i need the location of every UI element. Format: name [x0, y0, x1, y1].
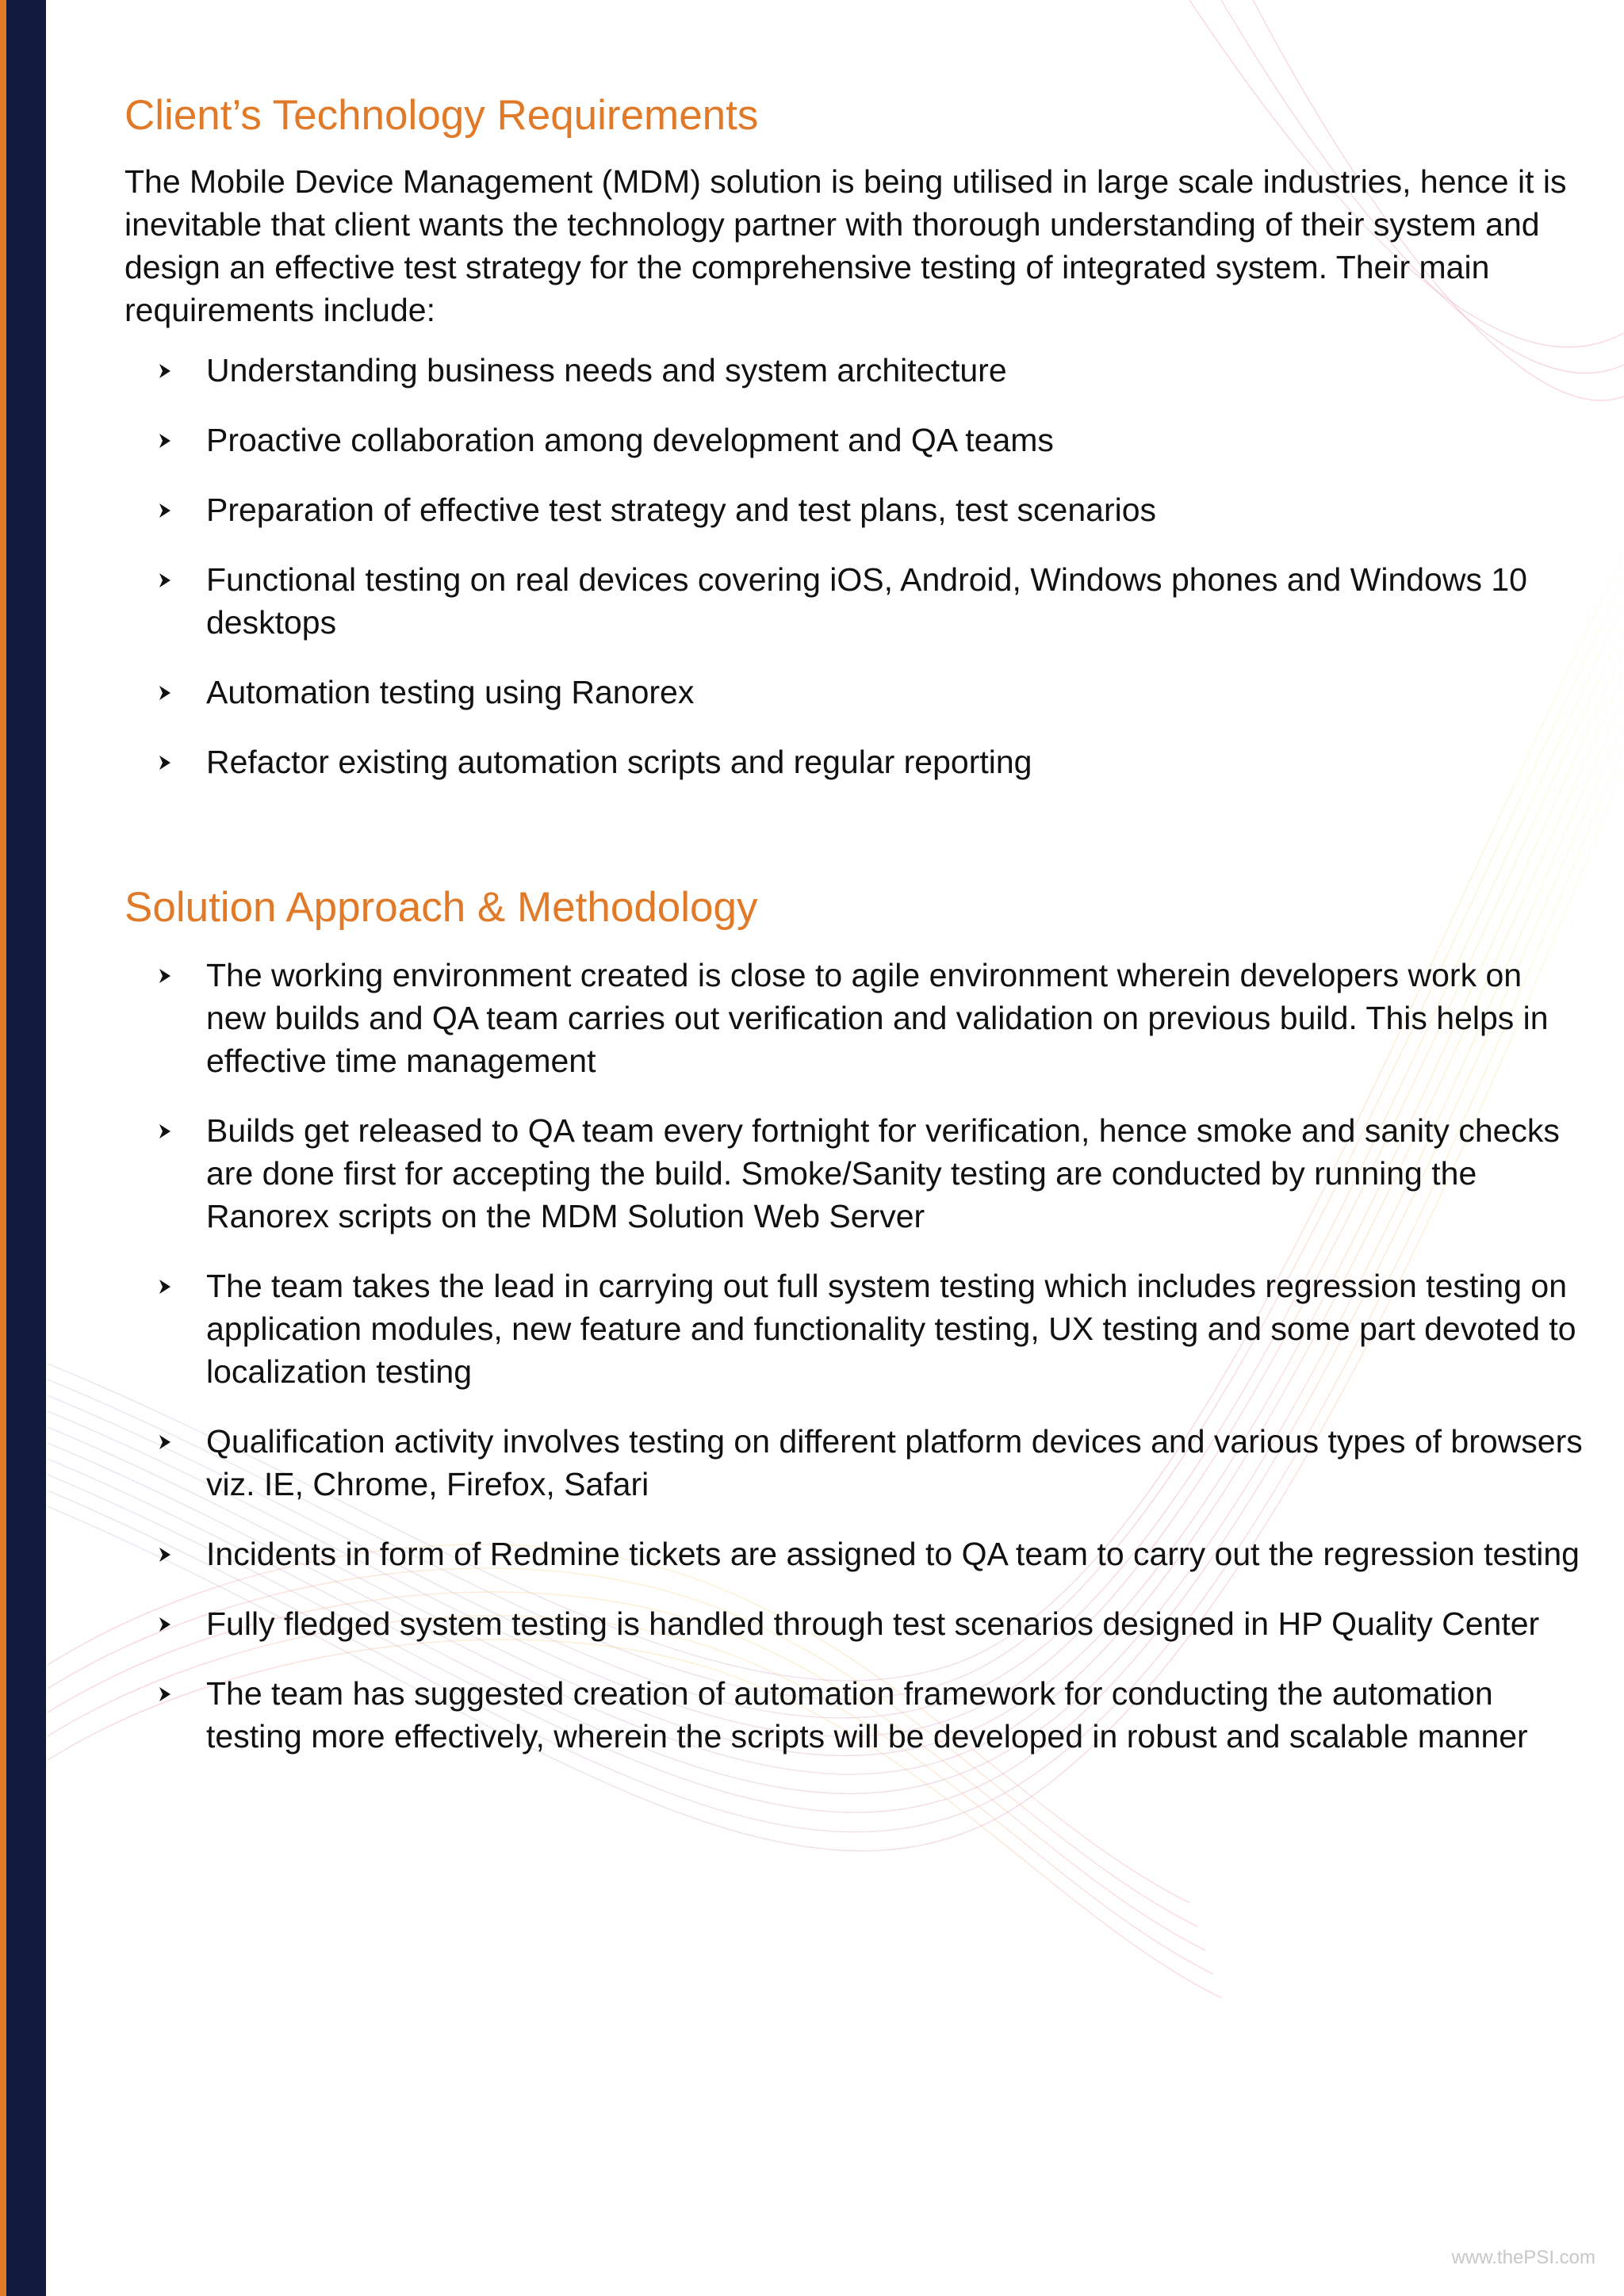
- section-title-client-requirements: Client’s Technology Requirements: [124, 92, 759, 139]
- list-item: [124, 1602, 1584, 1645]
- list-item-text: Fully fledged system testing is handled through test scenarios designed in HP Quality Center: [206, 1605, 1540, 1642]
- list-item-text: Understanding business needs and system architecture: [206, 352, 1007, 388]
- list-item-text: Refactor existing automation scripts and regular reporting: [206, 744, 1032, 780]
- footer-url[interactable]: www.thePSI.com: [1451, 2247, 1595, 2268]
- list-item: [124, 349, 1584, 392]
- left-accent-stripe: [0, 0, 6, 2296]
- list-item: [124, 488, 1584, 531]
- list-item: [124, 1109, 1584, 1238]
- requirements-list: [124, 349, 1584, 783]
- list-item: [124, 954, 1584, 1082]
- chevron-right-icon: [156, 1616, 174, 1633]
- list-item: [124, 558, 1584, 644]
- list-item-text: Preparation of effective test strategy and test plans, test scenarios: [206, 492, 1157, 528]
- list-item-text: The working environment created is close to agile environment wherein developers work on new builds and QA team carries out verification and validation on previous build. This helps in effective time management: [206, 957, 1549, 1079]
- list-item: [124, 671, 1584, 714]
- chevron-right-icon: [156, 1123, 174, 1140]
- list-item-text: The team has suggested creation of automation framework for conducting the automation testing more effectively, wherein the scripts will be developed in robust and scalable manner: [206, 1675, 1528, 1755]
- list-item: [124, 740, 1584, 783]
- list-item-text: Automation testing using Ranorex: [206, 674, 695, 710]
- list-item-text: Qualification activity involves testing on different platform devices and various types of browsers viz. IE, Chrome, Firefox, Safari: [206, 1423, 1583, 1502]
- section-title-solution-approach: Solution Approach & Methodology: [124, 884, 758, 931]
- list-item-text: Functional testing on real devices covering iOS, Android, Windows phones and Windows 10 desktops: [206, 561, 1527, 641]
- list-item: [124, 1265, 1584, 1393]
- list-item: [124, 1420, 1584, 1506]
- methodology-list: [124, 954, 1584, 1758]
- chevron-right-icon: [156, 967, 174, 985]
- chevron-right-icon: [156, 1546, 174, 1563]
- chevron-right-icon: [156, 684, 174, 702]
- list-item: [124, 1533, 1584, 1575]
- list-item-text: Proactive collaboration among development and QA teams: [206, 422, 1054, 458]
- list-item-text: Builds get released to QA team every fortnight for verification, hence smoke and sanity checks are done first for accepting the build. Smoke/Sanity testing are conducted by running the Ranorex scripts on the MDM Solution Web Server: [206, 1112, 1560, 1234]
- list-item: [124, 419, 1584, 461]
- chevron-right-icon: [156, 1278, 174, 1295]
- chevron-right-icon: [156, 362, 174, 380]
- chevron-right-icon: [156, 432, 174, 450]
- list-item: [124, 1672, 1584, 1758]
- page-content: [124, 87, 1584, 1785]
- chevron-right-icon: [156, 1433, 174, 1451]
- chevron-right-icon: [156, 502, 174, 519]
- chevron-right-icon: [156, 572, 174, 589]
- left-sidebar-bar: [0, 0, 46, 2296]
- chevron-right-icon: [156, 754, 174, 771]
- chevron-right-icon: [156, 1686, 174, 1703]
- list-item-text: The team takes the lead in carrying out full system testing which includes regression testing on application modules, new feature and functionality testing, UX testing and some part devoted to localization testing: [206, 1268, 1576, 1390]
- intro-paragraph: The Mobile Device Management (MDM) solution is being utilised in large scale industries, hence it is inevitable that client wants the technology partner with thorough understanding of their system and design an effective test strategy for the comprehensive testing of integrated system. Their main requirements include:: [124, 163, 1567, 328]
- list-item-text: Incidents in form of Redmine tickets are assigned to QA team to carry out the regression testing: [206, 1536, 1580, 1572]
